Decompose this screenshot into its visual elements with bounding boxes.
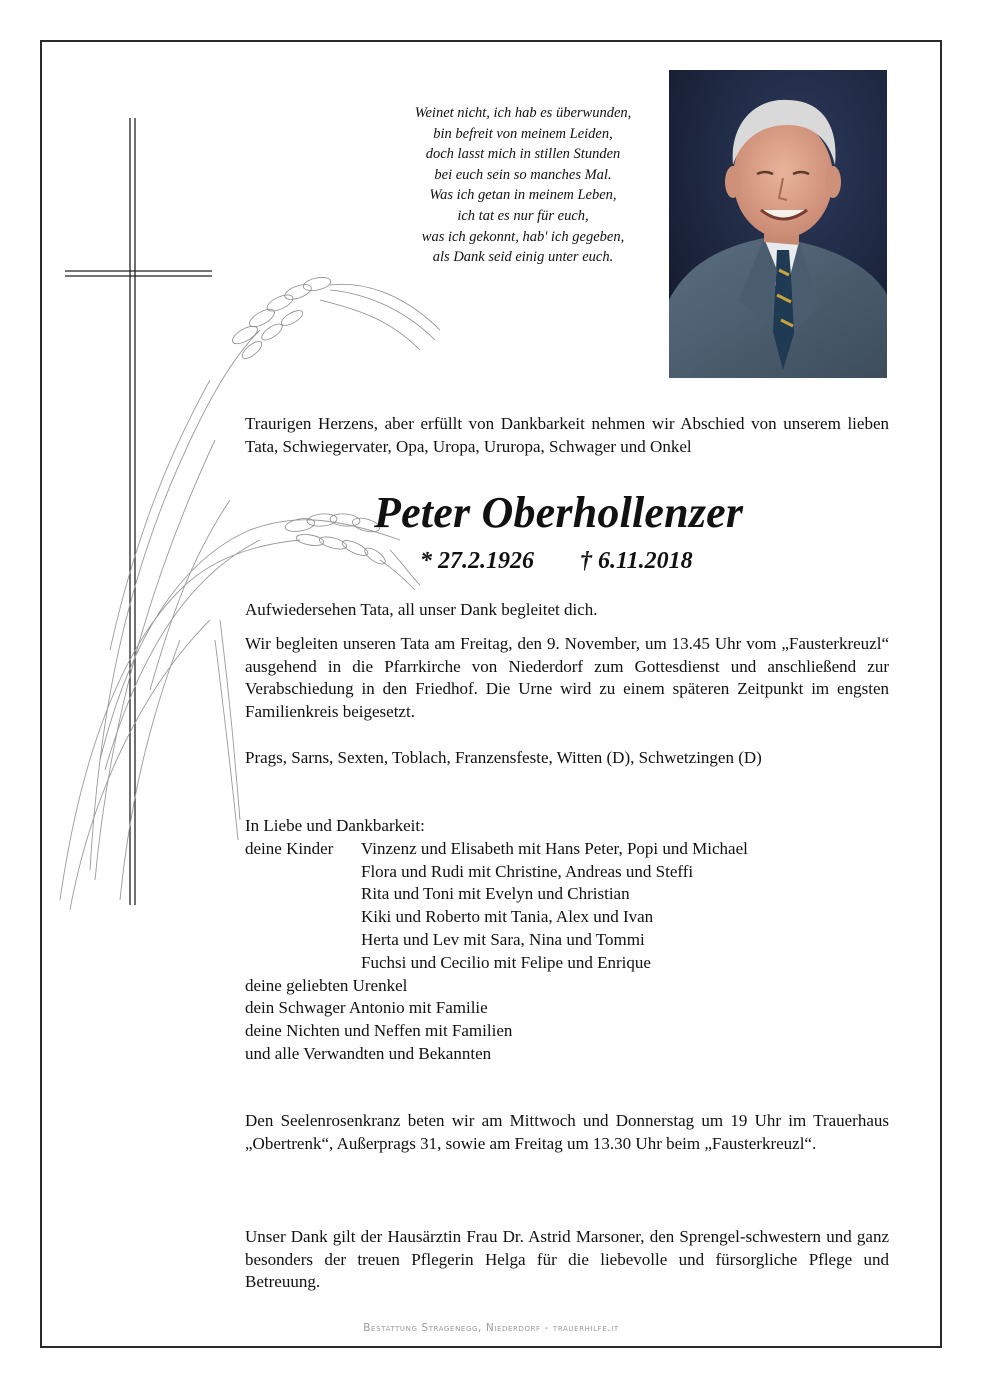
child-family: Vinzenz und Elisabeth mit Hans Peter, Popi und Michael xyxy=(361,838,748,858)
children-label: deine Kinder xyxy=(245,838,334,858)
relatives-line: dein Schwager Antonio mit Familie xyxy=(245,998,488,1018)
poem-line: was ich gekonnt, hab' ich gegeben, xyxy=(421,228,625,245)
poem-line: doch lasst mich in stillen Stunden xyxy=(425,146,621,163)
child-family: Kiki und Roberto mit Tania, Alex und Ivan xyxy=(361,907,654,927)
family-heading: In Liebe und Dankbarkeit: xyxy=(245,816,425,835)
portrait-illustration-icon xyxy=(669,70,887,378)
family-section xyxy=(245,815,889,1066)
child-family: Herta und Lev mit Sara, Nina und Tommi xyxy=(361,929,645,949)
birth-date: * 27.2.1926 xyxy=(420,548,534,574)
child-family: Rita und Toni mit Evelyn und Christian xyxy=(361,884,630,904)
relatives-line: deine geliebten Urenkel xyxy=(245,975,408,995)
poem-line: bei euch sein so manches Mal. xyxy=(434,166,612,183)
deceased-name: Peter Oberhollenzer xyxy=(374,488,744,537)
poem-line: als Dank seid einig unter euch. xyxy=(432,249,614,266)
poem-line: Was ich getan in meinem Leben, xyxy=(429,187,617,204)
relatives-line: deine Nichten und Neffen mit Familien xyxy=(245,1021,513,1041)
poem-line: bin befreit von meinem Leiden, xyxy=(433,125,613,142)
thanks-text: Unser Dank gilt der Hausärztin Frau Dr. Astrid Marsoner, den Sprengel-schwestern und ganz besonders der treuen Pflegerin Helga für die liebevolle und fürsorgliche Pflege und Betreuung. xyxy=(245,1227,889,1292)
child-family: Flora und Rudi mit Christine, Andreas und Steffi xyxy=(361,861,694,881)
intro-text: Traurigen Herzens, aber erfüllt von Dankbarkeit nehmen wir Abschied von unserem lieben Tata, Schwiegervater, Opa, Uropa, Ururopa, Schwager und Onkel xyxy=(245,414,889,456)
child-family: Fuchsi und Cecilio mit Felipe und Enrique xyxy=(361,952,651,972)
portrait-photo xyxy=(669,70,887,378)
farewell-text: Aufwiedersehen Tata, all unser Dank begleitet dich. xyxy=(245,600,598,619)
relatives-line: und alle Verwandten und Bekannten xyxy=(245,1043,492,1063)
funeral-text: Wir begleiten unseren Tata am Freitag, den 9. November, um 13.45 Uhr vom „Fausterkreuzl“ ausgehend in die Pfarrkirche von Niederdorf zum Gottesdienst und anschließend zur Verabschiedung in den Friedhof. Die Urne wird zu einem späteren Zeitpunkt im engsten Familienkreis beigesetzt. xyxy=(245,634,889,721)
places-text: Prags, Sarns, Sexten, Toblach, Franzensfeste, Witten (D), Schwetzingen (D) xyxy=(245,748,762,767)
poem-line: Weinet nicht, ich hab es überwunden, xyxy=(414,105,632,121)
poem-line: ich tat es nur für euch, xyxy=(457,207,589,224)
rosary-text: Den Seelenrosenkranz beten wir am Mittwoch und Donnerstag um 19 Uhr im Trauerhaus „Obertrenk“, Außerprags 31, sowie am Freitag um 13.30 Uhr beim „Fausterkreuzl“. xyxy=(245,1111,889,1153)
poem xyxy=(398,103,648,268)
footer-credit: Bestattung Stragenegg, Niederdorf - trauerhilfe.it xyxy=(363,1322,619,1334)
death-date: † 6.11.2018 xyxy=(580,548,693,574)
children-row xyxy=(245,838,889,861)
